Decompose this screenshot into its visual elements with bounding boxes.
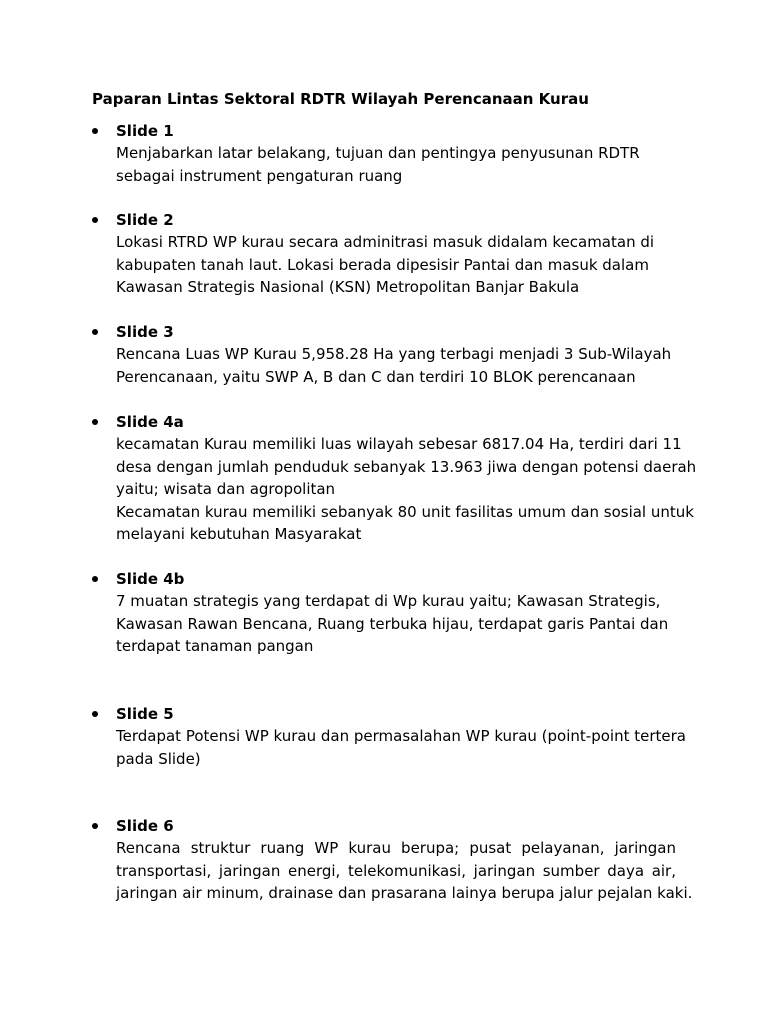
slide-item-1 [92,120,682,187]
bullet-icon [92,419,98,425]
slide-text-line: Terdapat Potensi WP kurau dan permasalahan WP kurau (point-point tertera [116,727,686,745]
slide-text-line: Rencana struktur ruang WP kurau berupa; pusat pelayanan, jaringan [116,839,676,857]
slide-heading: Slide 3 [116,323,174,341]
slide-text-line: sebagai instrument pengaturan ruang [116,166,403,185]
slide-body [116,568,676,658]
slide-body [116,815,693,905]
slide-text-line: Menjabarkan latar belakang, tujuan dan pentingya penyusunan RDTR [116,144,640,162]
slide-text-line: Rencana Luas WP Kurau 5,958.28 Ha yang terbagi menjadi 3 Sub-Wilayah [116,345,672,363]
slide-text-line: Kawasan Strategis Nasional (KSN) Metropolitan Banjar Bakula [116,278,580,296]
slide-body [116,703,686,770]
slide-text-line: desa dengan jumlah penduduk sebanyak 13.963 jiwa dengan potensi daerah [116,457,697,476]
slide-body [116,120,676,187]
bullet-icon [92,217,98,223]
slide-heading: Slide 2 [116,211,174,229]
slide-text-line: terdapat tanaman pangan [116,637,314,655]
bullet-icon [92,128,98,134]
slide-text-line: yaitu; wisata dan agropolitan [116,480,336,498]
bullet-icon [92,576,98,582]
slide-item-4a [92,411,697,546]
slide-text-line: kabupaten tanah laut. Lokasi berada dipesisir Pantai dan masuk dalam [116,255,649,274]
slide-item-2 [92,209,682,299]
slide-body [116,411,697,546]
slide-body [116,321,676,388]
slide-text-line: Kawasan Rawan Bencana, Ruang terbuka hijau, terdapat garis Pantai dan [116,614,669,633]
bullet-icon [92,329,98,335]
slide-text-line: 7 muatan strategis yang terdapat di Wp kurau yaitu; Kawasan Strategis, [116,592,661,610]
slide-heading: Slide 5 [116,705,174,723]
slide-text-line: Lokasi RTRD WP kurau secara adminitrasi masuk didalam kecamatan di [116,233,655,251]
slide-item-3 [92,321,682,388]
slide-heading: Slide 1 [116,122,174,140]
slide-text-line: Perencanaan, yaitu SWP A, B dan C dan terdiri 10 BLOK perencanaan [116,367,636,386]
slide-body [116,209,676,299]
slide-item-6 [92,815,693,905]
slide-text-line: jaringan air minum, drainase dan prasarana lainya berupa jalur pejalan kaki. [116,884,693,902]
slide-heading: Slide 4b [116,570,185,588]
document-title: Paparan Lintas Sektoral RDTR Wilayah Perencanaan Kurau [92,90,589,108]
slide-text-line: pada Slide) [116,749,201,768]
slide-text-line: Kecamatan kurau memiliki sebanyak 80 unit fasilitas umum dan sosial untuk [116,502,694,521]
bullet-icon [92,711,98,717]
bullet-icon [92,823,98,829]
slide-text-line: kecamatan Kurau memiliki luas wilayah sebesar 6817.04 Ha, terdiri dari 11 [116,435,682,453]
slide-text-line: melayani kebutuhan Masyarakat [116,525,362,543]
slide-item-4b [92,568,682,658]
slide-text-line: transportasi, jaringan energi, telekomunikasi, jaringan sumber daya air, [116,861,676,880]
slide-heading: Slide 4a [116,413,184,431]
slide-heading: Slide 6 [116,817,174,835]
slide-item-5 [92,703,686,770]
